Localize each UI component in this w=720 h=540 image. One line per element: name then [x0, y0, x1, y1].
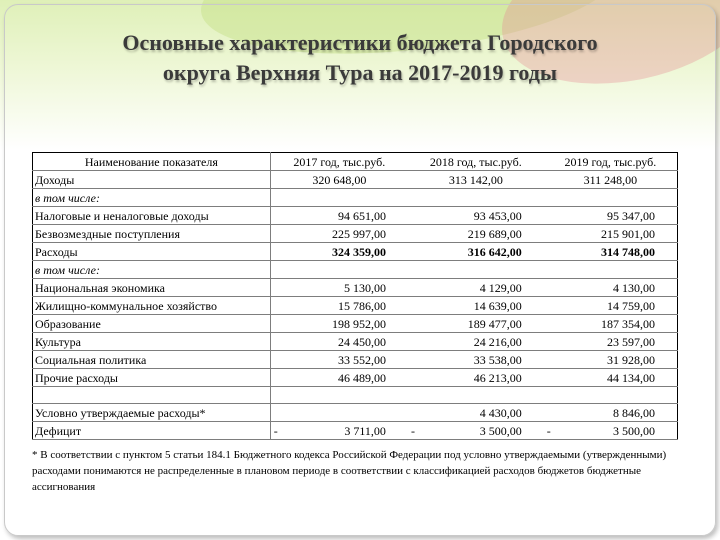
header-2018: 2018 год, тыс.руб. — [408, 153, 544, 171]
row-label: Налоговые и неналоговые доходы — [33, 207, 271, 225]
title-line-2: округа Верхняя Тура на 2017-2019 годы — [162, 60, 558, 85]
row-education — [33, 315, 678, 333]
row-label: Социальная политика — [33, 351, 271, 369]
row-expenses — [33, 243, 678, 261]
value-2019: 187 354,00 — [544, 315, 678, 333]
row-label: Доходы — [33, 171, 271, 189]
row-label: Национальная экономика — [33, 279, 271, 297]
value-2018: 189 477,00 — [408, 315, 544, 333]
value-2017: 94 651,00 — [270, 207, 408, 225]
value-2017 — [270, 387, 408, 404]
deficit-value: 3 500,00 — [613, 424, 655, 438]
value-2019 — [544, 422, 678, 440]
row-gratuitous-receipts — [33, 225, 678, 243]
value-2019: 314 748,00 — [544, 243, 678, 261]
value-2017: 225 997,00 — [270, 225, 408, 243]
value-2019: 215 901,00 — [544, 225, 678, 243]
row-tax-revenue — [33, 207, 678, 225]
value-2019 — [544, 387, 678, 404]
value-2018: 313 142,00 — [408, 171, 544, 189]
value-2018: 93 453,00 — [408, 207, 544, 225]
value-2017: 24 450,00 — [270, 333, 408, 351]
row-including-expenses — [33, 261, 678, 279]
row-housing-utilities — [33, 297, 678, 315]
row-other-expenses — [33, 369, 678, 387]
value-2018: 219 689,00 — [408, 225, 544, 243]
value-2017 — [270, 261, 408, 279]
deficit-value: 3 500,00 — [479, 424, 522, 438]
header-indicator-name: Наименование показателя — [33, 153, 271, 171]
value-2019: 14 759,00 — [544, 297, 678, 315]
value-2019: 311 248,00 — [544, 171, 678, 189]
value-2017: 324 359,00 — [270, 243, 408, 261]
row-social-policy — [33, 351, 678, 369]
title-line-1: Основные характеристики бюджета Городского — [122, 30, 598, 55]
value-2018: 33 538,00 — [408, 351, 544, 369]
value-2017: 33 552,00 — [270, 351, 408, 369]
value-2018 — [408, 189, 544, 207]
value-2018: 46 213,00 — [408, 369, 544, 387]
value-2017: 15 786,00 — [270, 297, 408, 315]
row-label: Жилищно-коммунальное хозяйство — [33, 297, 271, 315]
deficit-dash: - — [546, 424, 551, 438]
value-2019: 95 347,00 — [544, 207, 678, 225]
row-label: Условно утверждаемые расходы* — [33, 404, 271, 422]
row-national-economy — [33, 279, 678, 297]
deficit-dash: - — [273, 424, 278, 438]
row-label: Расходы — [33, 243, 271, 261]
row-label: Безвозмездные поступления — [33, 225, 271, 243]
value-2018 — [408, 387, 544, 404]
row-label — [33, 387, 271, 404]
value-2017: 320 648,00 — [270, 171, 408, 189]
row-culture — [33, 333, 678, 351]
row-label: Образование — [33, 315, 271, 333]
value-2018: 4 430,00 — [408, 404, 544, 422]
row-deficit — [33, 422, 678, 440]
value-2018: 14 639,00 — [408, 297, 544, 315]
row-label: в том числе: — [33, 189, 271, 207]
row-label: Культура — [33, 333, 271, 351]
row-label: в том числе: — [33, 261, 271, 279]
row-including-revenue — [33, 189, 678, 207]
value-2018: 24 216,00 — [408, 333, 544, 351]
row-spacer — [33, 387, 678, 404]
row-label: Дефицит — [33, 422, 271, 440]
value-2018: 316 642,00 — [408, 243, 544, 261]
value-2019: 44 134,00 — [544, 369, 678, 387]
deficit-dash: - — [410, 424, 415, 438]
value-2018 — [408, 422, 544, 440]
value-2019: 23 597,00 — [544, 333, 678, 351]
value-2017 — [270, 422, 408, 440]
value-2019 — [544, 189, 678, 207]
row-conditionally-approved — [33, 404, 678, 422]
value-2019 — [544, 261, 678, 279]
value-2017: 198 952,00 — [270, 315, 408, 333]
value-2019: 4 130,00 — [544, 279, 678, 297]
value-2017: 5 130,00 — [270, 279, 408, 297]
value-2018: 4 129,00 — [408, 279, 544, 297]
page-title — [20, 28, 700, 88]
row-revenue — [33, 171, 678, 189]
value-2018 — [408, 261, 544, 279]
value-2017: 46 489,00 — [270, 369, 408, 387]
footnote: * В соответствии с пунктом 5 статьи 184.1 Бюджетного кодекса Российской Федерации под условно утверждаемыми (утвержденными) расходами понимаются не распределенные в плановом периоде в соответствии с классификацией расходов бюджетов бюджетные ассигнования — [32, 449, 667, 493]
value-2019: 8 846,00 — [544, 404, 678, 422]
value-2017 — [270, 189, 408, 207]
value-2017 — [270, 404, 408, 422]
row-label: Прочие расходы — [33, 369, 271, 387]
budget-table — [32, 152, 678, 440]
table-header-row — [33, 153, 678, 171]
deficit-value: 3 711,00 — [344, 424, 386, 438]
header-2017: 2017 год, тыс.руб. — [270, 153, 408, 171]
value-2019: 31 928,00 — [544, 351, 678, 369]
header-2019: 2019 год, тыс.руб. — [544, 153, 678, 171]
